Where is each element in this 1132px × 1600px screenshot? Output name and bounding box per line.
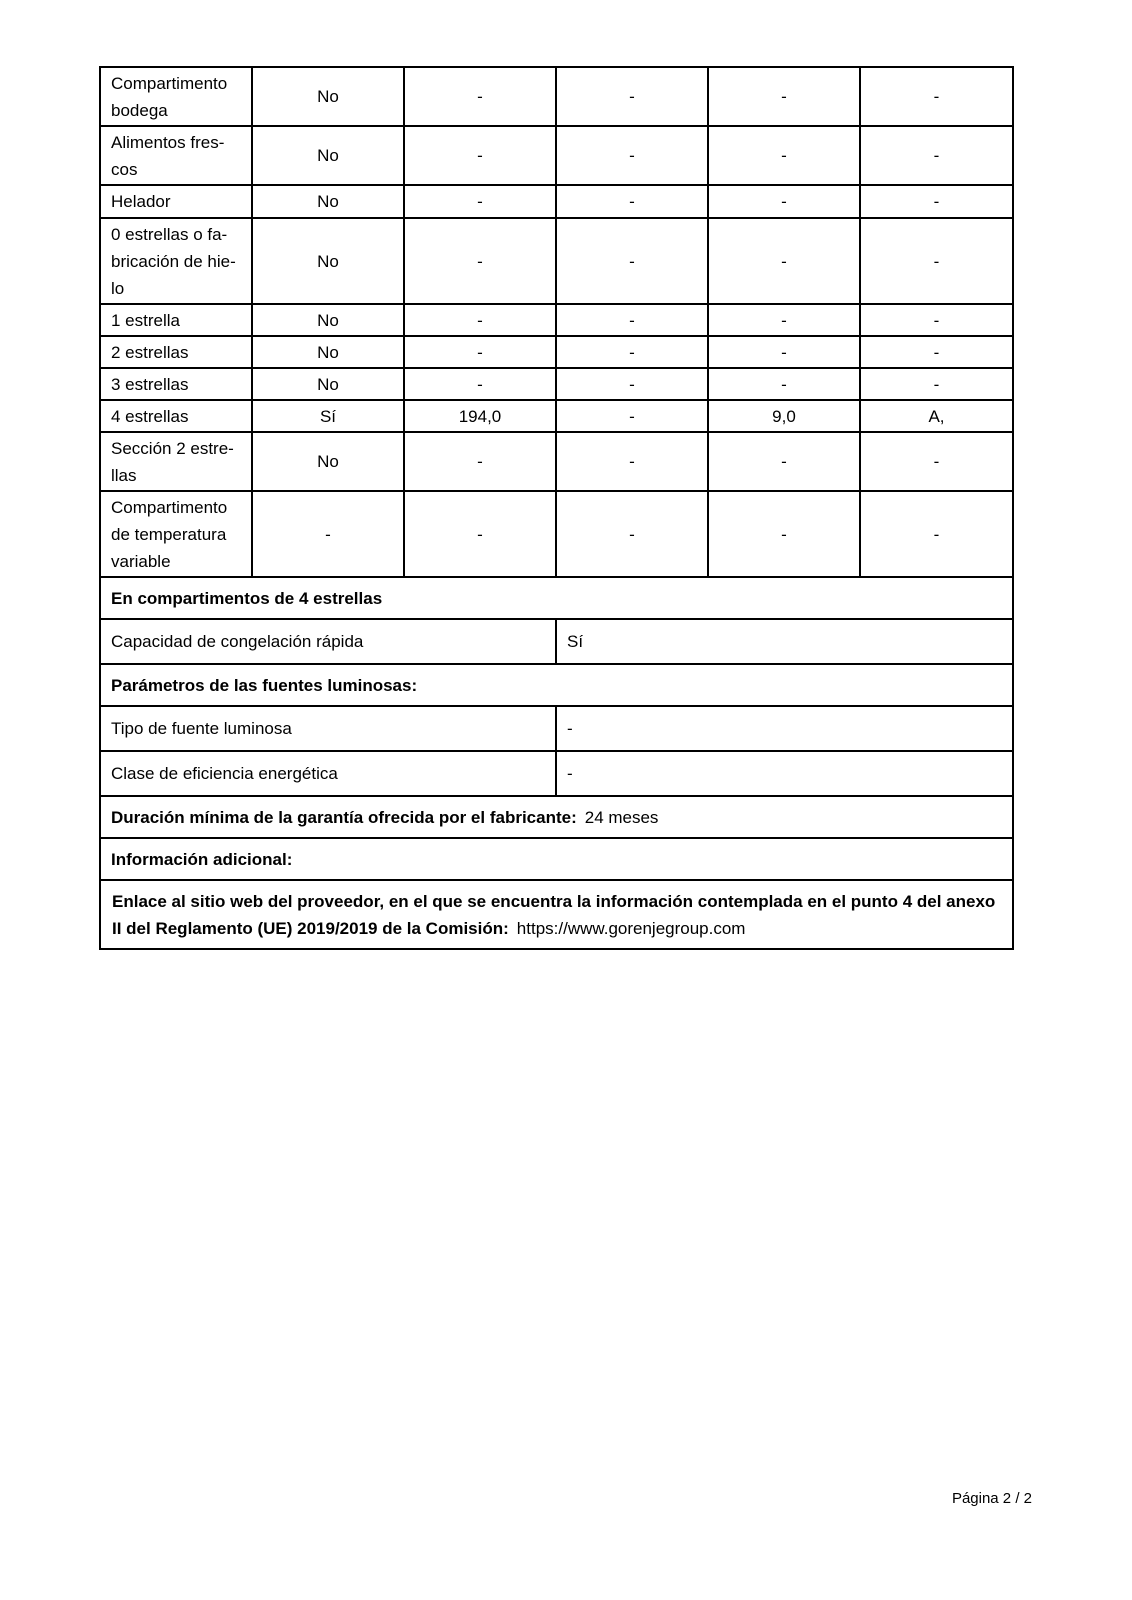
- table-row: [100, 838, 1013, 880]
- table-cell: 9,0: [708, 400, 860, 432]
- table-cell: -: [708, 185, 860, 218]
- table-row: [100, 304, 1013, 336]
- table-row: [100, 706, 1013, 751]
- table-cell: No: [252, 304, 404, 336]
- warranty-value: 24 meses: [584, 807, 659, 827]
- table-cell: -: [708, 432, 860, 491]
- table-cell: -: [860, 67, 1013, 126]
- table-cell: -: [860, 336, 1013, 368]
- table-row: [100, 664, 1013, 706]
- table-cell: A,: [860, 400, 1013, 432]
- table-cell: -: [860, 218, 1013, 304]
- table-row: [100, 400, 1013, 432]
- table-cell: -: [860, 491, 1013, 577]
- table-row: [100, 491, 1013, 577]
- table-row: [100, 368, 1013, 400]
- compartment-name: Compartimento de temperatura variable: [100, 491, 252, 577]
- table-cell: -: [860, 368, 1013, 400]
- table-cell: -: [404, 432, 556, 491]
- fast-freeze-value: Sí: [556, 619, 1013, 664]
- table-row: [100, 619, 1013, 664]
- light-class-label: Clase de eficiencia energética: [100, 751, 556, 796]
- compartment-name: 0 estrellas o fa- bricación de hie- lo: [100, 218, 252, 304]
- table-cell: -: [404, 185, 556, 218]
- table-cell: -: [404, 126, 556, 185]
- compartment-name: Sección 2 estre- llas: [100, 432, 252, 491]
- page-number: Página 2 / 2: [951, 1490, 1032, 1507]
- compartment-name: 2 estrellas: [100, 336, 252, 368]
- table-cell: -: [404, 491, 556, 577]
- table-cell: No: [252, 336, 404, 368]
- table-cell: -: [708, 304, 860, 336]
- light-class-value: -: [556, 751, 1013, 796]
- table-cell: -: [404, 67, 556, 126]
- table-row: [100, 336, 1013, 368]
- table-cell: -: [556, 126, 708, 185]
- table-cell: -: [708, 368, 860, 400]
- table-row: [100, 67, 1013, 126]
- table-cell: -: [404, 218, 556, 304]
- table-cell: -: [556, 336, 708, 368]
- table-cell: -: [860, 432, 1013, 491]
- compartment-name: 4 estrellas: [100, 400, 252, 432]
- table-cell: -: [556, 400, 708, 432]
- compartment-name: 1 estrella: [100, 304, 252, 336]
- four-star-heading: En compartimentos de 4 estrellas: [100, 577, 1013, 619]
- table-cell: No: [252, 67, 404, 126]
- table-cell: -: [404, 368, 556, 400]
- light-heading: Parámetros de las fuentes luminosas:: [100, 664, 1013, 706]
- table-cell: 194,0: [404, 400, 556, 432]
- table-row: [100, 751, 1013, 796]
- table-row: [100, 218, 1013, 304]
- table-row: [100, 185, 1013, 218]
- table-row: [100, 432, 1013, 491]
- table-cell: -: [860, 185, 1013, 218]
- warranty-label: Duración mínima de la garantía ofrecida por el fabricante:: [111, 807, 577, 827]
- supplier-link-url[interactable]: https://www.gorenjegroup.com: [516, 918, 746, 938]
- product-info-table: [99, 66, 1014, 950]
- fast-freeze-label: Capacidad de congelación rápida: [100, 619, 556, 664]
- table-cell: -: [708, 126, 860, 185]
- table-cell: -: [556, 432, 708, 491]
- table-cell: -: [708, 336, 860, 368]
- table-row: [100, 796, 1013, 838]
- table-cell: No: [252, 368, 404, 400]
- warranty-row: [100, 796, 1013, 838]
- table-cell: -: [556, 304, 708, 336]
- table-row: [100, 126, 1013, 185]
- additional-heading: Información adicional:: [100, 838, 1013, 880]
- compartment-name: Compartimento bodega: [100, 67, 252, 126]
- table-cell: -: [708, 218, 860, 304]
- table-cell: Sí: [252, 400, 404, 432]
- table-cell: -: [556, 368, 708, 400]
- table-cell: -: [556, 185, 708, 218]
- table-cell: -: [404, 304, 556, 336]
- table-cell: -: [556, 491, 708, 577]
- table-cell: No: [252, 432, 404, 491]
- supplier-link-label: Enlace al sitio web del proveedor, en el que se encuentra la información contemplada en el punto 4 del anexo II del Reglamento (UE) 2019/2019 de la Comisión:: [112, 891, 996, 938]
- table-cell: -: [708, 67, 860, 126]
- table-cell: -: [860, 304, 1013, 336]
- table-cell: -: [708, 491, 860, 577]
- table-cell: -: [404, 336, 556, 368]
- light-type-value: -: [556, 706, 1013, 751]
- table-cell: No: [252, 126, 404, 185]
- compartment-name: Helador: [100, 185, 252, 218]
- table-cell: -: [860, 126, 1013, 185]
- table-row: [100, 880, 1013, 949]
- table-cell: -: [556, 67, 708, 126]
- compartment-name: 3 estrellas: [100, 368, 252, 400]
- table-cell: -: [556, 218, 708, 304]
- light-type-label: Tipo de fuente luminosa: [100, 706, 556, 751]
- table-cell: No: [252, 218, 404, 304]
- supplier-link-row: [100, 880, 1013, 949]
- compartment-name: Alimentos fres- cos: [100, 126, 252, 185]
- table-row: [100, 577, 1013, 619]
- table-cell: No: [252, 185, 404, 218]
- table-cell: -: [252, 491, 404, 577]
